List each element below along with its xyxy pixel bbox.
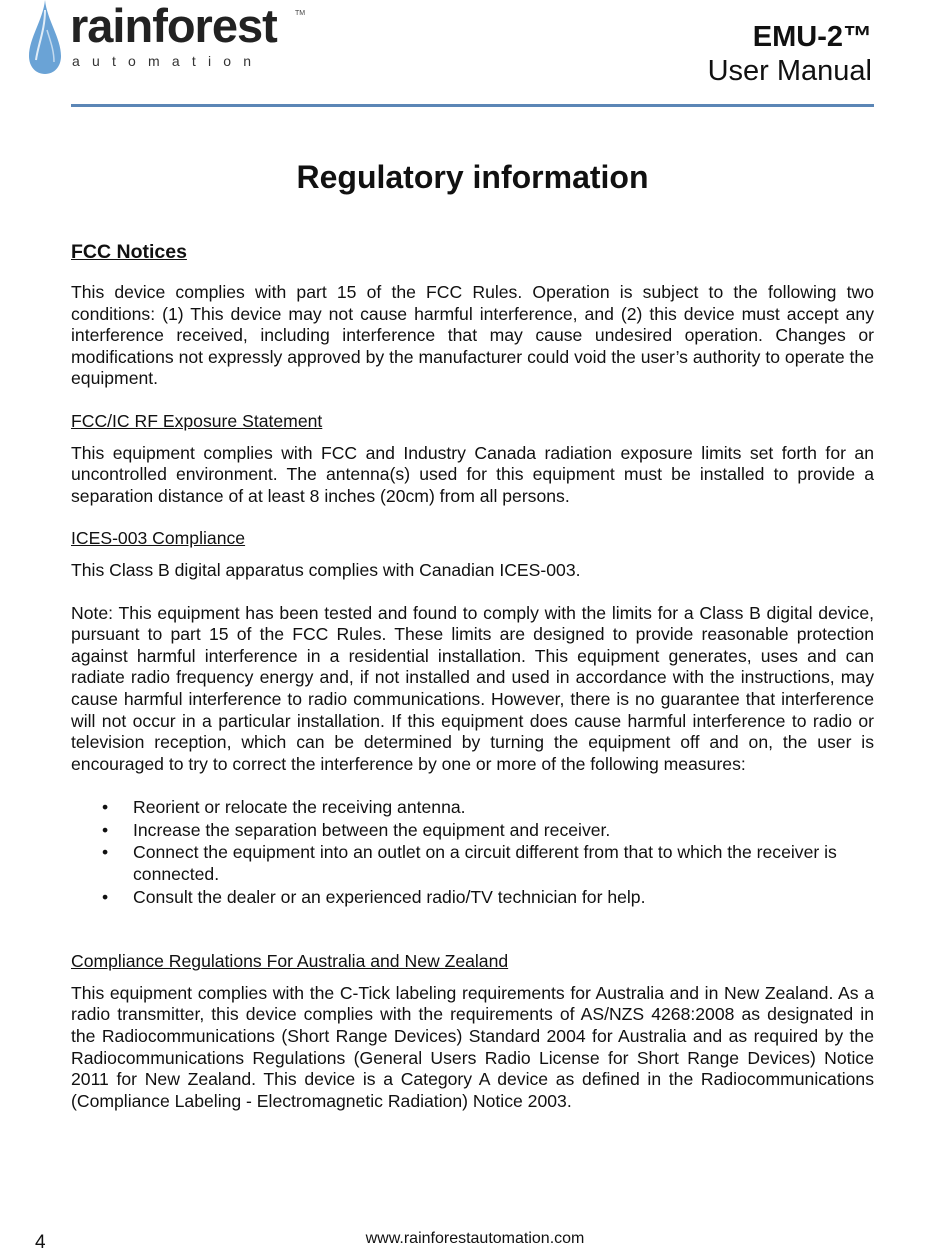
- logo-trademark: TM: [295, 10, 306, 17]
- list-item: [71, 887, 874, 909]
- list-item: [71, 797, 874, 819]
- bullet-icon: •: [102, 797, 109, 818]
- interference-measures-list: [71, 797, 874, 908]
- fcc-notices-body: This device complies with part 15 of the FCC Rules. Operation is subject to the following two conditions: (1) This device may not cause harmful interference, and (2) this device must accept any interference received, including interference that may cause undesired operation. Changes or modifications not expressly approved by the manufacturer could void the user’s authority to operate the equipment.: [71, 282, 874, 389]
- product-name: EMU-2™: [752, 21, 872, 53]
- list-item-text: Consult the dealer or an experienced radio/TV technician for help.: [133, 886, 646, 907]
- bullet-icon: •: [102, 819, 109, 840]
- anz-compliance-heading: Compliance Regulations For Australia and New Zealand: [71, 951, 509, 972]
- page-title: Regulatory information: [296, 159, 649, 195]
- ices-body: This Class B digital apparatus complies with Canadian ICES-003.: [71, 559, 581, 580]
- list-item: [71, 842, 874, 885]
- water-drop-icon: [28, 0, 62, 76]
- list-item: [71, 820, 874, 842]
- page-number: 4: [35, 1232, 46, 1253]
- list-item-text: Increase the separation between the equipment and receiver.: [133, 819, 611, 840]
- document-type: User Manual: [707, 55, 872, 87]
- header-divider: [71, 104, 874, 107]
- list-item-text: Connect the equipment into an outlet on a circuit different from that to which the receiver is connected.: [133, 842, 837, 885]
- fcc-class-b-note: Note: This equipment has been tested and found to comply with the limits for a Class B digital device, pursuant to part 15 of the FCC Rules. These limits are designed to provide reasonable protection against harmful interference in a residential installation. This equipment generates, uses and can radiate radio frequency energy and, if not installed and used in accordance with the instructions, may cause harmful interference to radio communications. However, there is no guarantee that interference will not occur in a particular installation. If this equipment does cause harmful interference to radio or television reception, which can be determined by turning the equipment off and on, the user is encouraged to try to correct the interference by one or more of the following measures:: [71, 602, 874, 774]
- list-item-text: Reorient or relocate the receiving antenna.: [133, 797, 466, 818]
- logo-subtitle: automation: [72, 53, 264, 69]
- document-title: [708, 20, 872, 88]
- anz-compliance-body: This equipment complies with the C-Tick labeling requirements for Australia and in New Zealand. As a radio transmitter, this device complies with the requirements of AS/NZS 4268:2008 as designated in the Radiocommunications (Short Range Devices) Standard 2004 for Australia and as required by the Radiocommunications Regulations (General Users Radio License for Short Range Devices) Notice 2011 for New Zealand. This device is a Category A device as defined in the Radiocommunications (Compliance Labeling - Electromagnetic Radiation) Notice 2003.: [71, 982, 874, 1111]
- ices-heading: ICES-003 Compliance: [71, 528, 246, 549]
- rf-exposure-body: This equipment complies with FCC and Industry Canada radiation exposure limits set forth for an uncontrolled environment. The antenna(s) used for this equipment must be installed to provide a separation distance of at least 8 inches (20cm) from all persons.: [71, 442, 874, 506]
- bullet-icon: •: [102, 842, 109, 863]
- page-content: [71, 150, 874, 1112]
- fcc-notices-heading: FCC Notices: [71, 241, 187, 263]
- rf-exposure-heading: FCC/IC RF Exposure Statement: [71, 410, 323, 431]
- logo-wordmark: rainforest: [70, 0, 277, 52]
- footer-website: www.rainforestautomation.com: [365, 1230, 585, 1247]
- rainforest-logo: [28, 0, 318, 80]
- bullet-icon: •: [102, 886, 109, 907]
